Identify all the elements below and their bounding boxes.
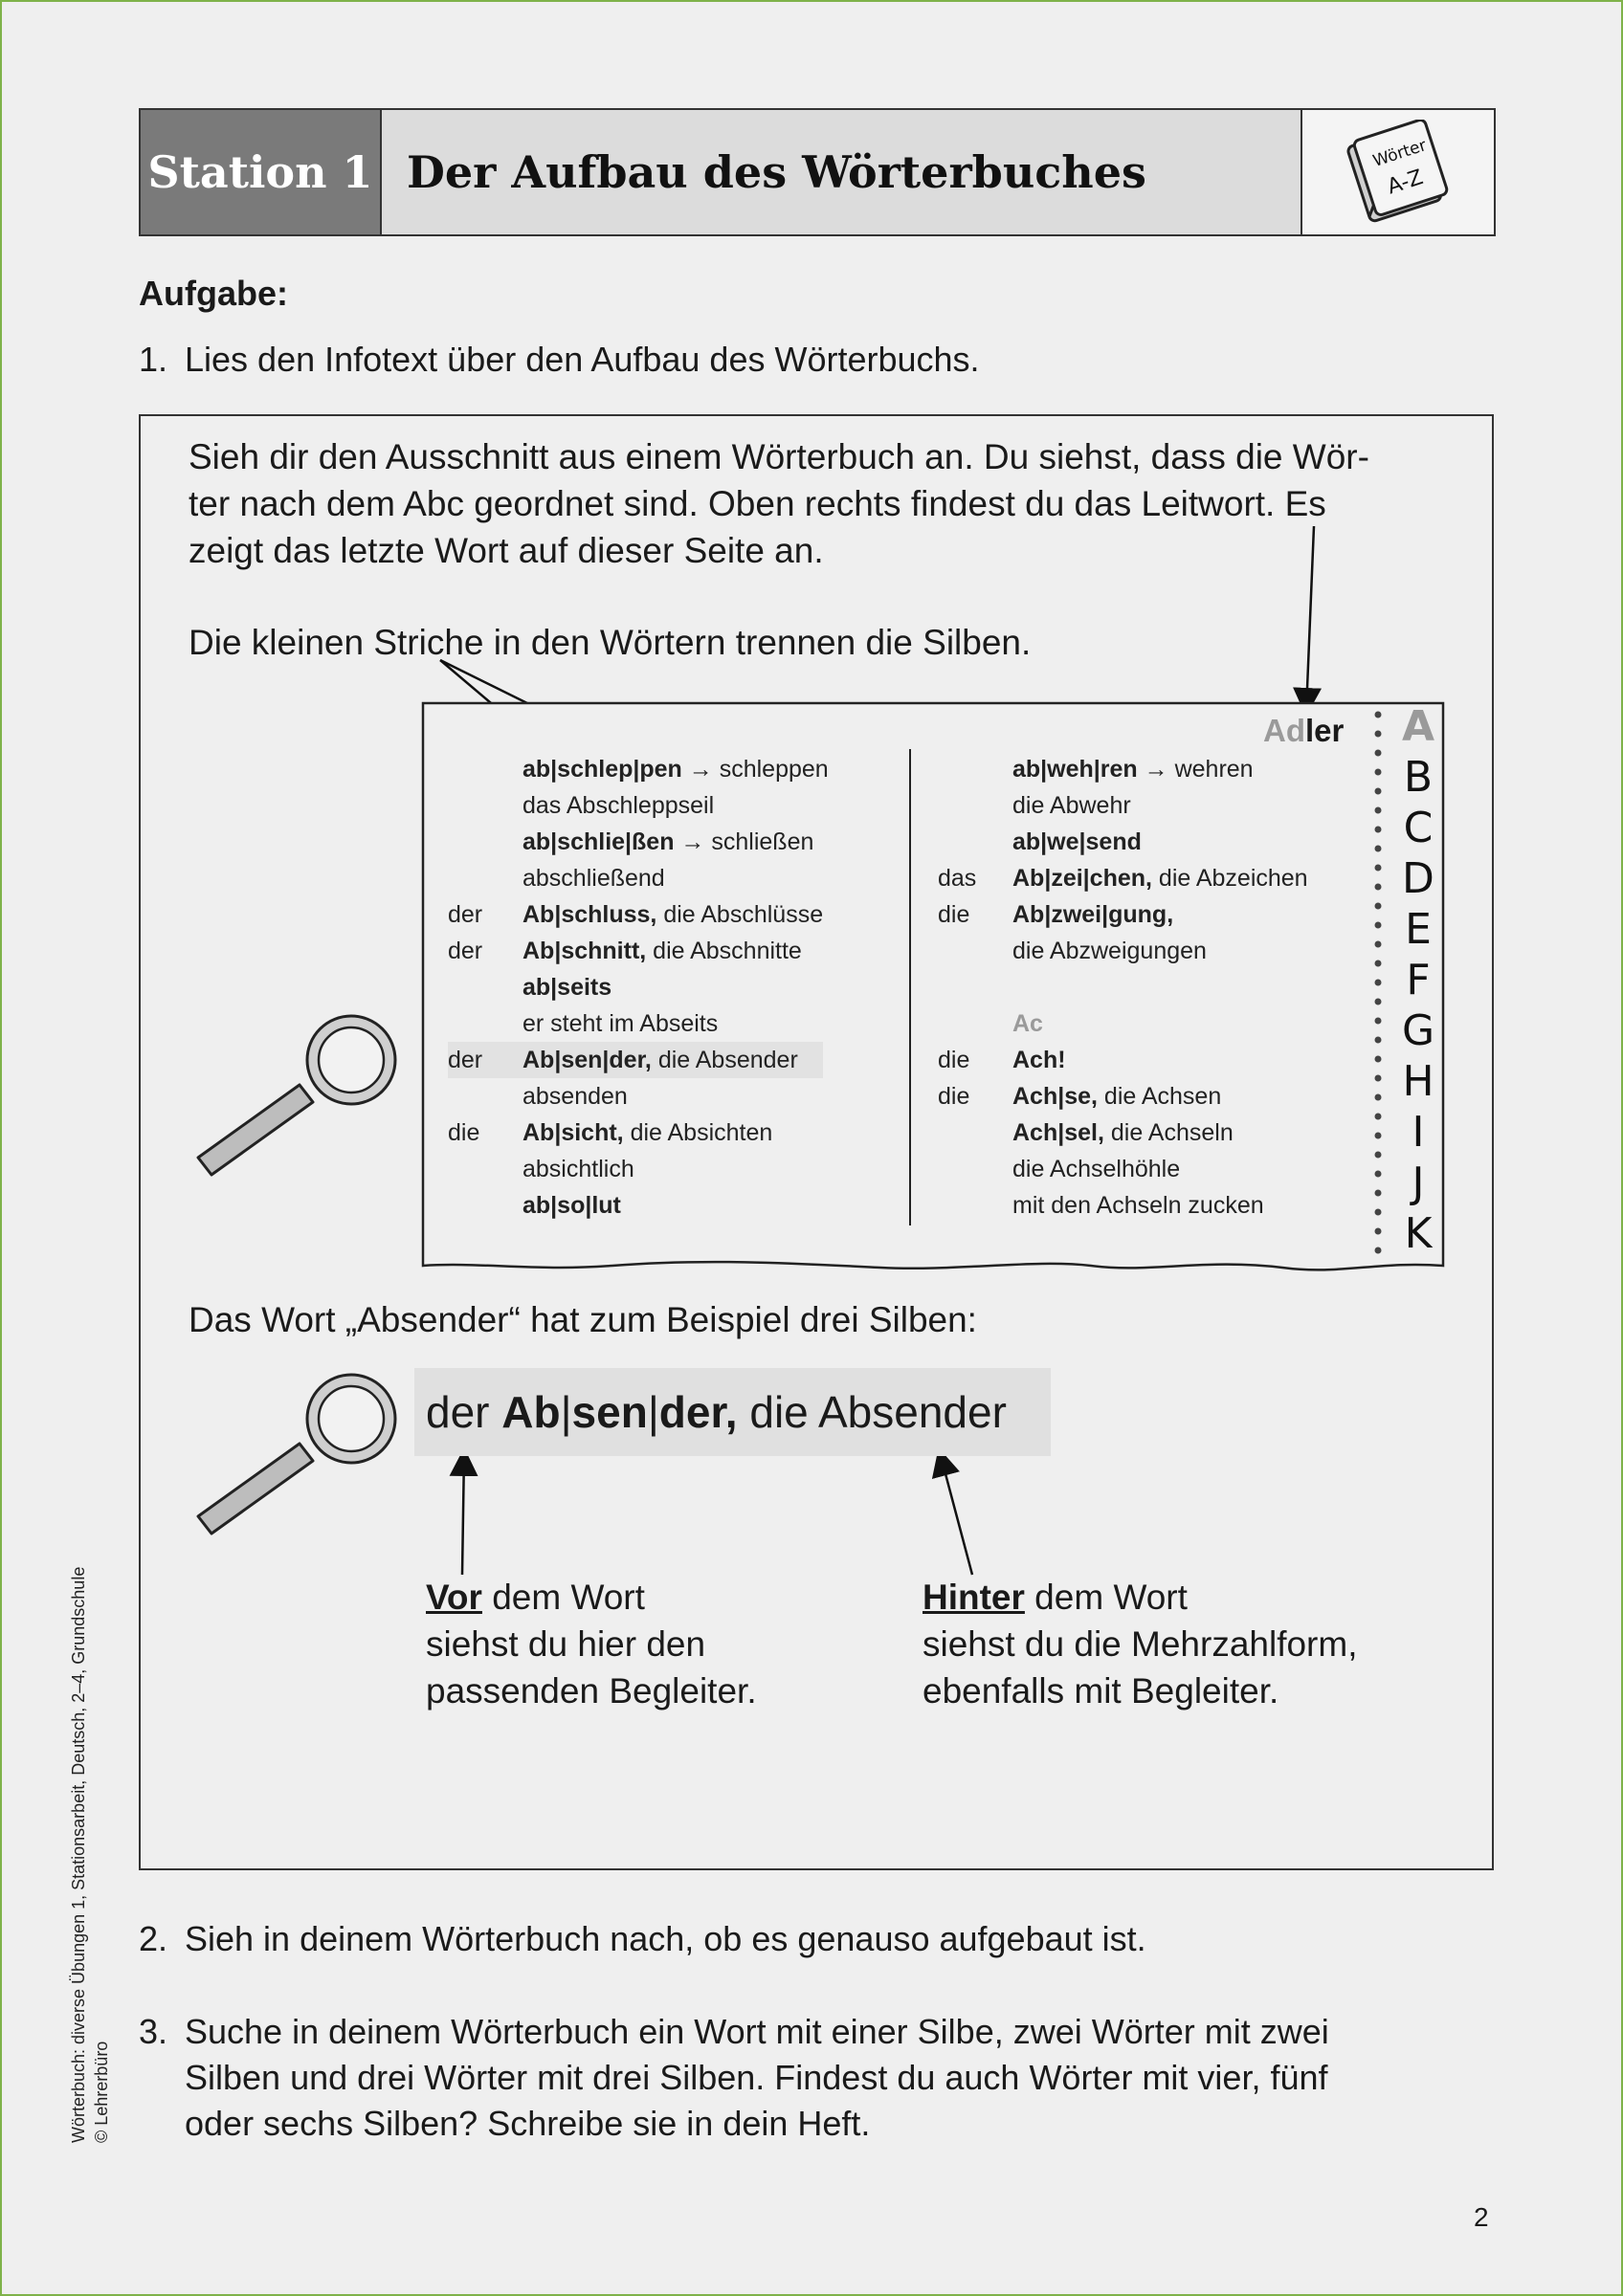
entry-rest: die Achselhöhle bbox=[1012, 1156, 1181, 1182]
entry-headword: ab|we|send bbox=[1012, 828, 1142, 855]
entry-rest: die Abwehr bbox=[1012, 792, 1131, 819]
alphabet-letter: J bbox=[1412, 1159, 1425, 1207]
entry-headword: Ach! bbox=[1012, 1047, 1066, 1073]
entry-rest: die Absichten bbox=[623, 1119, 773, 1146]
dictionary-entry bbox=[938, 751, 1368, 787]
entry-headword: ab|schlep|pen bbox=[522, 756, 682, 783]
note-plural: Hinter dem Wort siehst du die Mehrzahlform, ebenfalls mit Begleiter. bbox=[923, 1578, 1358, 1711]
entry-article: die bbox=[938, 901, 970, 928]
entry-article: die bbox=[938, 1047, 970, 1073]
dictionary-left-column bbox=[448, 751, 907, 1224]
intro-line: zeigt das letzte Wort auf dieser Seite an. bbox=[189, 531, 824, 570]
entry-word bbox=[522, 1151, 634, 1187]
magnifier-icon bbox=[187, 1363, 407, 1535]
step-2-text: Sieh in deinem Wörterbuch nach, ob es genauso aufgebaut ist. bbox=[185, 1919, 1146, 1958]
entry-headword: ab|seits bbox=[522, 974, 612, 1001]
dictionary-entry bbox=[448, 1005, 907, 1042]
dictionary-entry bbox=[448, 751, 907, 787]
entry-headword: ab|schlie|ßen bbox=[522, 828, 675, 855]
entry-headword: Ab|zwei|gung, bbox=[1012, 901, 1174, 928]
entry-headword: Ach|sel, bbox=[1012, 1119, 1104, 1146]
alphabet-letter: D bbox=[1402, 854, 1434, 903]
entry-article: der bbox=[448, 901, 483, 928]
entry-headword: Ab|sen|der, bbox=[522, 1047, 652, 1073]
dictionary-entry bbox=[448, 1115, 907, 1151]
entry-word bbox=[522, 824, 813, 860]
step-1-text: Lies den Infotext über den Aufbau des Wörterbuchs. bbox=[185, 340, 980, 379]
dictionary-entry bbox=[448, 969, 907, 1005]
alphabet-tabs bbox=[1394, 701, 1442, 1259]
entry-word bbox=[522, 1078, 628, 1115]
entry-word bbox=[1012, 787, 1131, 824]
entry-rest: die Abschnitte bbox=[646, 938, 802, 964]
guide-word: Adler bbox=[1263, 713, 1345, 748]
entry-article: die bbox=[448, 1119, 480, 1146]
alphabet-letter: E bbox=[1405, 905, 1432, 954]
entry-word bbox=[522, 860, 665, 896]
entry-word bbox=[522, 969, 611, 1005]
dictionary-entry bbox=[938, 933, 1368, 969]
entry-article: der bbox=[448, 1047, 483, 1073]
dictionary-entry bbox=[448, 1187, 907, 1224]
arrow-to-article bbox=[462, 1452, 464, 1575]
syllable-sentence: Die kleinen Striche in den Wörtern trennen die Silben. bbox=[189, 623, 1032, 662]
dictionary-entry bbox=[938, 1115, 1368, 1151]
dictionary-entry bbox=[448, 933, 907, 969]
entry-word bbox=[1012, 1042, 1066, 1078]
dictionary-entry bbox=[448, 1078, 907, 1115]
dictionary-entry bbox=[938, 1078, 1368, 1115]
entry-rest: → schließen bbox=[674, 828, 814, 855]
entry-word bbox=[1012, 1115, 1234, 1151]
entry-word bbox=[522, 896, 823, 933]
task-heading: Aufgabe: bbox=[139, 274, 288, 313]
entry-word bbox=[1012, 751, 1254, 787]
entry-headword: Ab|schluss, bbox=[522, 901, 657, 928]
arrow-to-guide-word bbox=[1306, 526, 1314, 712]
copyright-sidenote: Wörterbuch: diverse Übungen 1, Stationsarbeit, Deutsch, 2–4, Grundschule © Lehrerbüro bbox=[69, 1566, 111, 2143]
alphabet-letter: C bbox=[1403, 804, 1434, 852]
step-number: 3. bbox=[139, 2012, 168, 2051]
entry-word bbox=[1012, 1187, 1264, 1224]
step-number: 2. bbox=[139, 1919, 168, 1958]
magnifier-icon bbox=[187, 1004, 407, 1177]
entry-article: die bbox=[938, 1083, 970, 1110]
dictionary-entry bbox=[938, 1151, 1368, 1187]
dictionary-entry bbox=[938, 969, 1368, 1005]
station-label: Station 1 bbox=[141, 110, 382, 234]
entry-rest: die Abzeichen bbox=[1151, 865, 1308, 892]
entry-rest: abschließend bbox=[522, 865, 665, 892]
entry-headword: Ach|se, bbox=[1012, 1083, 1098, 1110]
entry-rest: → schleppen bbox=[681, 756, 829, 783]
entry-article: der bbox=[448, 938, 483, 964]
dictionary-excerpt bbox=[421, 701, 1445, 1266]
page-number: 2 bbox=[1474, 2202, 1489, 2232]
entry-word bbox=[522, 933, 802, 969]
entry-word bbox=[522, 751, 829, 787]
entry-rest: er steht im Abseits bbox=[522, 1010, 719, 1037]
entry-headword: Ab|schnitt, bbox=[522, 938, 647, 964]
entry-rest: absichtlich bbox=[522, 1156, 634, 1182]
dictionary-entry bbox=[938, 896, 1368, 933]
intro-line: ter nach dem Abc geordnet sind. Oben rechts findest du das Leitwort. Es bbox=[189, 484, 1326, 523]
entry-rest: die Achsen bbox=[1097, 1083, 1222, 1110]
example-intro: Das Wort „Absender“ hat zum Beispiel drei Silben: bbox=[189, 1300, 977, 1339]
step-3-text: Suche in deinem Wörterbuch ein Wort mit einer Silbe, zwei Wörter mit zwei Silben und drei Wörter mit drei Silben. Findest du auch Wörter mit vier, fünf oder sechs Silben? Schreibe sie in dein Heft. bbox=[185, 2012, 1329, 2143]
alphabet-letter: K bbox=[1404, 1209, 1433, 1258]
entry-word bbox=[1012, 896, 1173, 933]
intro-line: Sieh dir den Ausschnitt aus einem Wörterbuch an. Du siehst, dass die Wör- bbox=[189, 437, 1369, 476]
arrow-to-plural bbox=[940, 1452, 972, 1575]
alphabet-letter: A bbox=[1401, 702, 1435, 751]
dictionary-entry bbox=[448, 896, 907, 933]
svg-text:A-Z: A-Z bbox=[1384, 166, 1427, 200]
entry-rest: die Achseln bbox=[1103, 1119, 1234, 1146]
dictionary-entry bbox=[938, 1187, 1368, 1224]
entry-headword: ab|weh|ren bbox=[1012, 756, 1138, 783]
entry-rest: Ac bbox=[1012, 1010, 1043, 1037]
entry-word bbox=[522, 1187, 621, 1224]
entry-headword: ab|so|lut bbox=[522, 1192, 621, 1219]
entry-word bbox=[522, 787, 714, 824]
entry-rest: die Abzweigungen bbox=[1012, 938, 1207, 964]
dictionary-right-column bbox=[938, 751, 1368, 1224]
dictionary-entry bbox=[938, 824, 1368, 860]
entry-word bbox=[1012, 1005, 1043, 1042]
entry-word bbox=[1012, 860, 1308, 896]
dictionary-entry bbox=[938, 1042, 1368, 1078]
page-title: Der Aufbau des Wörterbuches bbox=[382, 110, 1302, 234]
entry-word bbox=[1012, 824, 1142, 860]
dictionary-entry bbox=[448, 787, 907, 824]
entry-word bbox=[522, 1115, 772, 1151]
dictionary-entry bbox=[448, 1042, 907, 1078]
step-number: 1. bbox=[139, 340, 168, 379]
entry-word bbox=[1012, 1078, 1221, 1115]
svg-text:Wörter: Wörter bbox=[1370, 136, 1430, 171]
entry-rest: die Abschlüsse bbox=[656, 901, 824, 928]
entry-article: das bbox=[938, 865, 977, 892]
alphabet-letter: I bbox=[1412, 1108, 1425, 1157]
entry-word bbox=[1012, 1151, 1180, 1187]
alphabet-letter: H bbox=[1402, 1057, 1434, 1106]
dictionary-entry bbox=[448, 824, 907, 860]
entry-rest: das Abschleppseil bbox=[522, 792, 715, 819]
entry-headword: Ab|sicht, bbox=[522, 1119, 624, 1146]
note-article: Vor dem Wort siehst du hier den passenden Begleiter. bbox=[426, 1578, 757, 1711]
dictionary-entry bbox=[938, 860, 1368, 896]
entry-headword: Ab|zei|chen, bbox=[1012, 865, 1152, 892]
entry-word bbox=[522, 1042, 798, 1078]
dictionary-entry bbox=[448, 1151, 907, 1187]
entry-rest: absenden bbox=[522, 1083, 628, 1110]
dictionary-entry bbox=[938, 787, 1368, 824]
alphabet-letter: G bbox=[1401, 1006, 1435, 1055]
entry-rest: mit den Achseln zucken bbox=[1012, 1192, 1264, 1219]
alphabet-letter: F bbox=[1406, 956, 1431, 1004]
example-entry: der Ab|sen|der, die Absender bbox=[414, 1368, 1051, 1456]
entry-word bbox=[522, 1005, 718, 1042]
entry-rest: → wehren bbox=[1137, 756, 1254, 783]
dictionary-entry bbox=[938, 1005, 1368, 1042]
entry-word bbox=[1012, 933, 1207, 969]
dictionary-entry bbox=[448, 860, 907, 896]
alphabet-letter: B bbox=[1403, 753, 1434, 802]
entry-rest: die Absender bbox=[651, 1047, 798, 1073]
